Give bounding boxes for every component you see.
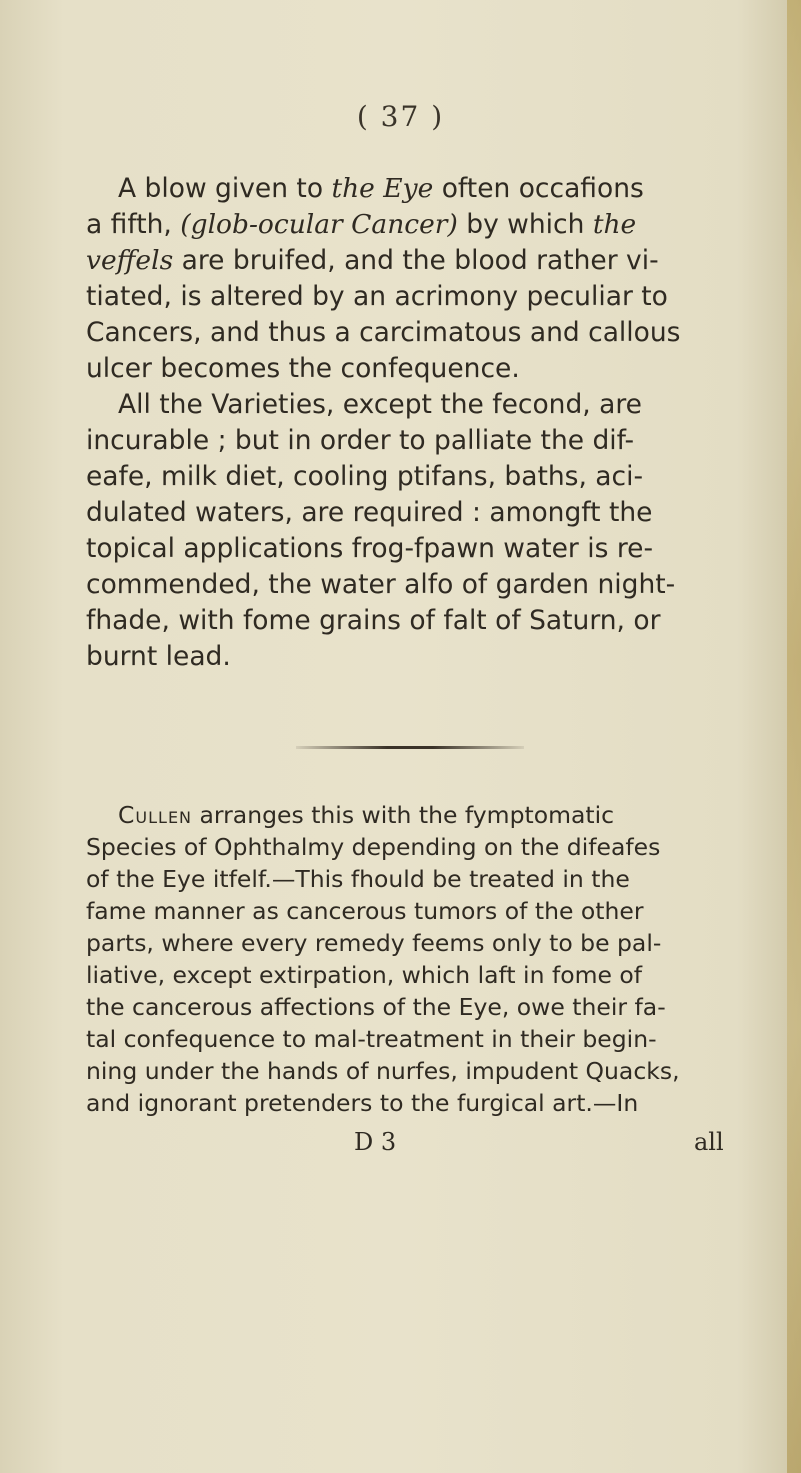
text-line: All the Varieties, except the fecond, are bbox=[118, 389, 642, 420]
text-line: of the Eye itfelf.—This fhould be treated in the bbox=[86, 865, 630, 893]
text-line: fhade, with fome grains of falt of Saturn, or bbox=[86, 605, 661, 636]
text-line: fame manner as cancerous tumors of the other bbox=[86, 897, 644, 925]
text-line: A blow given to the Eye often occafions bbox=[118, 173, 644, 204]
catchword: all bbox=[694, 1128, 724, 1156]
page-edge-stain bbox=[787, 0, 801, 1473]
text-line: topical applications frog-fpawn water is re- bbox=[86, 533, 654, 564]
text-line: Cullen arranges this with the fymptomatic bbox=[118, 801, 615, 829]
section-divider bbox=[296, 746, 524, 749]
text-line: veffels are bruifed, and the blood rather vi- bbox=[86, 245, 659, 276]
text-line: burnt lead. bbox=[86, 641, 231, 672]
text-line: liative, except extirpation, which laft in fome of bbox=[86, 961, 643, 989]
text-line: ning under the hands of nurfes, impudent Quacks, bbox=[86, 1057, 680, 1085]
text-line: tiated, is altered by an acrimony peculiar to bbox=[86, 281, 668, 312]
text-line: tal confequence to mal-treatment in their begin- bbox=[86, 1025, 657, 1053]
text-line: incurable ; but in order to palliate the dif- bbox=[86, 425, 635, 456]
page-number: ( 37 ) bbox=[356, 100, 445, 133]
text-line: commended, the water alfo of garden night- bbox=[86, 569, 676, 600]
text-line: the cancerous affections of the Eye, owe their fa- bbox=[86, 993, 666, 1021]
text-line: parts, where every remedy feems only to be pal- bbox=[86, 929, 662, 957]
text-line: Cancers, and thus a carcimatous and callous bbox=[86, 317, 681, 348]
text-line: dulated waters, are required : amongft the bbox=[86, 497, 653, 528]
text-line: eafe, milk diet, cooling ptifans, baths, aci- bbox=[86, 461, 644, 492]
text-line: a fifth, (glob-ocular Cancer) by which the bbox=[86, 209, 637, 240]
text-line: and ignorant pretenders to the furgical art.—In bbox=[86, 1089, 639, 1117]
text-line: ulcer becomes the confequence. bbox=[86, 353, 520, 384]
text-line: Species of Ophthalmy depending on the difeafes bbox=[86, 833, 661, 861]
signature-mark: D 3 bbox=[354, 1128, 397, 1156]
